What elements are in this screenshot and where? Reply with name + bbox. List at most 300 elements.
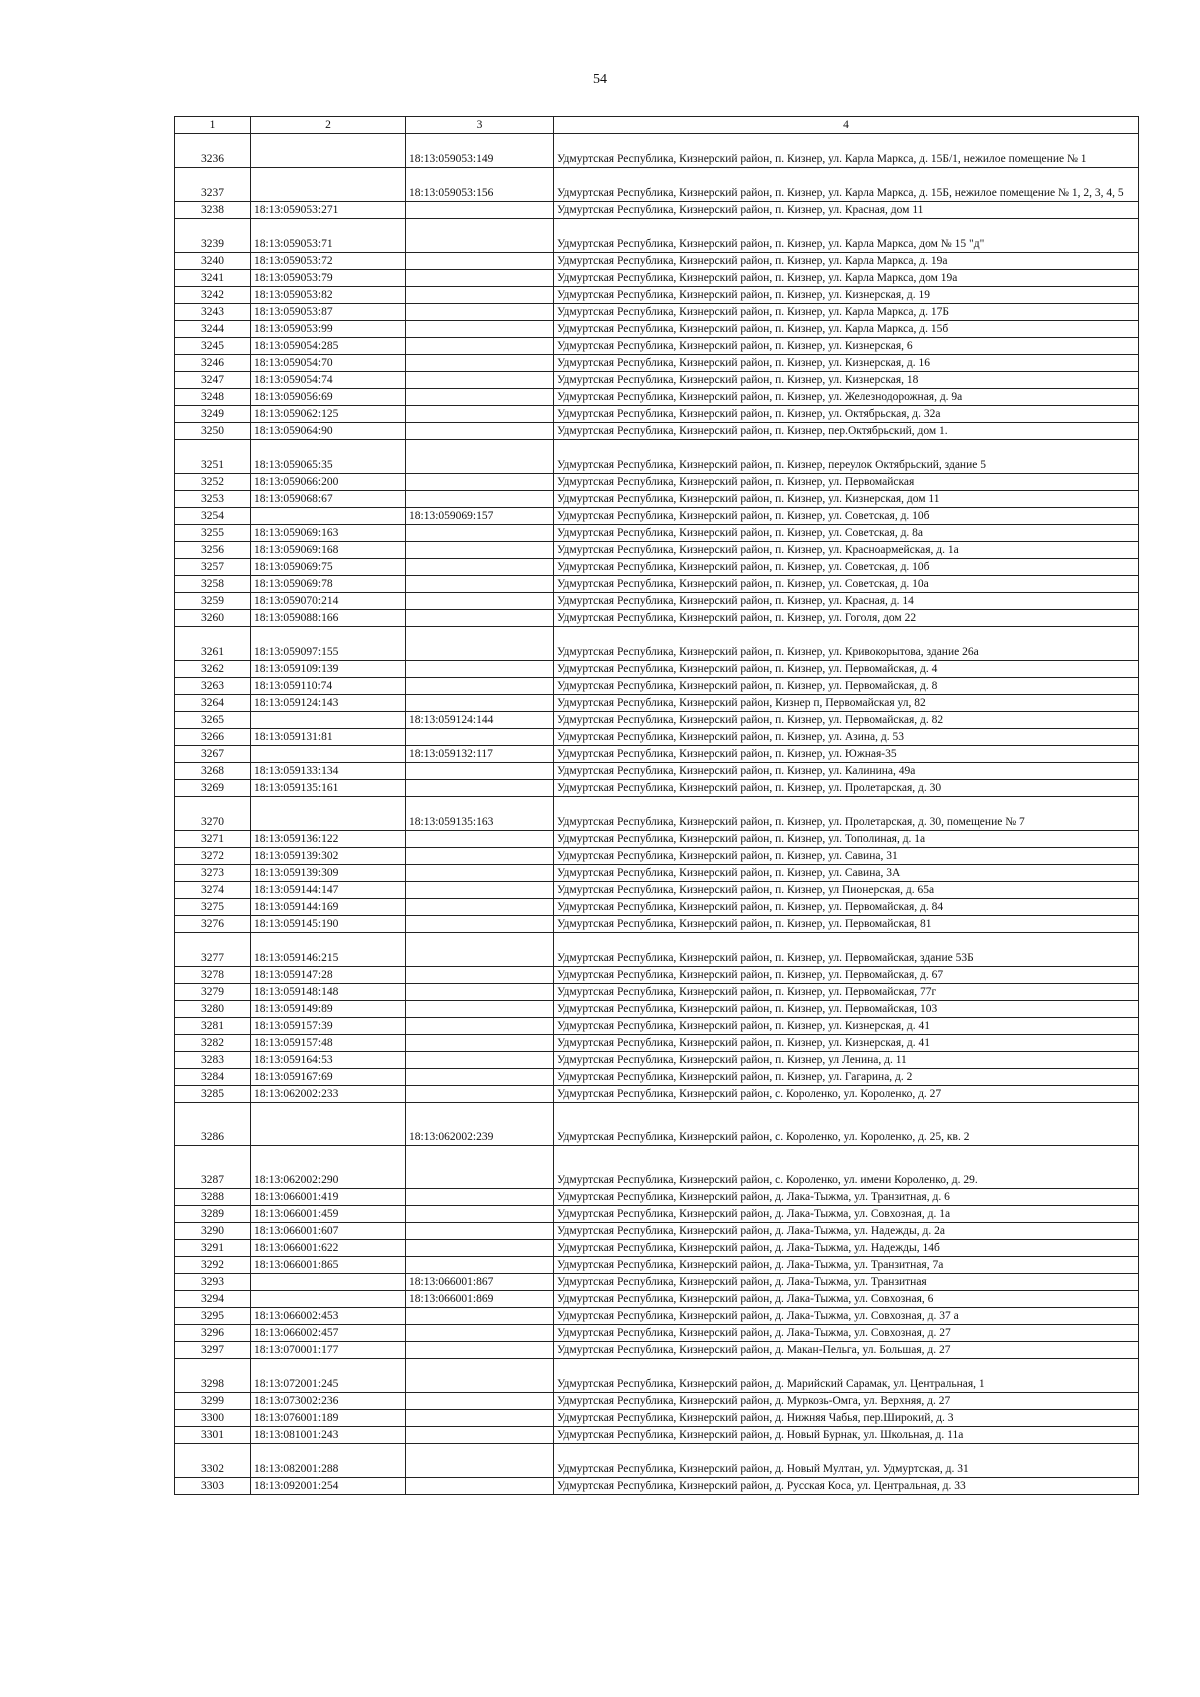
premises-cadastral-number-cell xyxy=(406,865,554,882)
table-row xyxy=(175,746,1139,763)
row-number-cell: 3275 xyxy=(175,899,251,916)
row-number-cell: 3284 xyxy=(175,1069,251,1086)
premises-cadastral-number-cell: 18:13:059135:163 xyxy=(406,797,554,831)
row-number-cell: 3241 xyxy=(175,270,251,287)
table-row xyxy=(175,1086,1139,1103)
row-number-cell: 3294 xyxy=(175,1291,251,1308)
registry-table xyxy=(174,116,1139,1495)
address-cell: Удмуртская Республика, Кизнерский район, п. Кизнер, ул. Кривокорытова, здание 26а xyxy=(554,627,1139,661)
premises-cadastral-number-cell xyxy=(406,984,554,1001)
table-row xyxy=(175,695,1139,712)
table-row xyxy=(175,1444,1139,1478)
table-row xyxy=(175,287,1139,304)
row-number-cell: 3263 xyxy=(175,678,251,695)
address-cell: Удмуртская Республика, Кизнерский район, п. Кизнер, ул. Первомайская, 81 xyxy=(554,916,1139,933)
premises-cadastral-number-cell xyxy=(406,831,554,848)
row-number-cell: 3271 xyxy=(175,831,251,848)
address-cell: Удмуртская Республика, Кизнерский район, д. Новый Бурнак, ул. Школьная, д. 11а xyxy=(554,1427,1139,1444)
cadastral-number-cell: 18:13:059131:81 xyxy=(251,729,406,746)
premises-cadastral-number-cell xyxy=(406,1069,554,1086)
row-number-cell: 3261 xyxy=(175,627,251,661)
column-header-4: 4 xyxy=(554,117,1139,134)
row-number-cell: 3295 xyxy=(175,1308,251,1325)
row-number-cell: 3236 xyxy=(175,134,251,168)
premises-cadastral-number-cell xyxy=(406,1035,554,1052)
row-number-cell: 3264 xyxy=(175,695,251,712)
address-cell: Удмуртская Республика, Кизнерский район, п. Кизнер, ул. Карла Маркса, д. 17Б xyxy=(554,304,1139,321)
premises-cadastral-number-cell xyxy=(406,933,554,967)
address-cell: Удмуртская Республика, Кизнерский район, п. Кизнер, ул. Красная, дом 11 xyxy=(554,202,1139,219)
premises-cadastral-number-cell xyxy=(406,355,554,372)
table-row xyxy=(175,270,1139,287)
cadastral-number-cell: 18:13:059066:200 xyxy=(251,474,406,491)
table-row xyxy=(175,202,1139,219)
premises-cadastral-number-cell xyxy=(406,406,554,423)
cadastral-number-cell: 18:13:059146:215 xyxy=(251,933,406,967)
premises-cadastral-number-cell xyxy=(406,882,554,899)
address-cell: Удмуртская Республика, Кизнерский район, п. Кизнер, ул. Карла Маркса, д. 15Б, нежилое помещение № 1, 2, 3, 4, 5 xyxy=(554,168,1139,202)
row-number-cell: 3280 xyxy=(175,1001,251,1018)
address-cell: Удмуртская Республика, Кизнерский район, д. Лака-Тыжма, ул. Транзитная xyxy=(554,1274,1139,1291)
row-number-cell: 3266 xyxy=(175,729,251,746)
address-cell: Удмуртская Республика, Кизнерский район, п. Кизнер, переулок Октябрьский, здание 5 xyxy=(554,440,1139,474)
table-row xyxy=(175,508,1139,525)
address-cell: Удмуртская Республика, Кизнерский район, д. Русская Коса, ул. Центральная, д. 33 xyxy=(554,1478,1139,1495)
address-cell: Удмуртская Республика, Кизнерский район, п. Кизнер, ул. Кизнерская, дом 11 xyxy=(554,491,1139,508)
table-row xyxy=(175,882,1139,899)
address-cell: Удмуртская Республика, Кизнерский район, д. Лака-Тыжма, ул. Транзитная, 7а xyxy=(554,1257,1139,1274)
cadastral-number-cell: 18:13:059064:90 xyxy=(251,423,406,440)
row-number-cell: 3278 xyxy=(175,967,251,984)
cadastral-number-cell: 18:13:073002:236 xyxy=(251,1393,406,1410)
column-header-2: 2 xyxy=(251,117,406,134)
premises-cadastral-number-cell xyxy=(406,1257,554,1274)
cadastral-number-cell: 18:13:059148:148 xyxy=(251,984,406,1001)
cadastral-number-cell: 18:13:059144:169 xyxy=(251,899,406,916)
premises-cadastral-number-cell xyxy=(406,1410,554,1427)
table-row xyxy=(175,1410,1139,1427)
cadastral-number-cell: 18:13:062002:290 xyxy=(251,1146,406,1189)
table-row xyxy=(175,780,1139,797)
address-cell: Удмуртская Республика, Кизнерский район, с. Короленко, ул. Короленко, д. 27 xyxy=(554,1086,1139,1103)
cadastral-number-cell: 18:13:059136:122 xyxy=(251,831,406,848)
row-number-cell: 3238 xyxy=(175,202,251,219)
premises-cadastral-number-cell xyxy=(406,1359,554,1393)
table-row xyxy=(175,219,1139,253)
table-row xyxy=(175,933,1139,967)
cadastral-number-cell: 18:13:059069:168 xyxy=(251,542,406,559)
table-row xyxy=(175,1478,1139,1495)
address-cell: Удмуртская Республика, Кизнерский район, п. Кизнер, ул. Первомайская, д. 67 xyxy=(554,967,1139,984)
premises-cadastral-number-cell xyxy=(406,1427,554,1444)
cadastral-number-cell: 18:13:059068:67 xyxy=(251,491,406,508)
premises-cadastral-number-cell xyxy=(406,1052,554,1069)
premises-cadastral-number-cell: 18:13:059124:144 xyxy=(406,712,554,729)
cadastral-number-cell: 18:13:066002:453 xyxy=(251,1308,406,1325)
address-cell: Удмуртская Республика, Кизнерский район, п. Кизнер, ул. Кизнерская, 6 xyxy=(554,338,1139,355)
row-number-cell: 3274 xyxy=(175,882,251,899)
table-row xyxy=(175,678,1139,695)
premises-cadastral-number-cell xyxy=(406,848,554,865)
premises-cadastral-number-cell xyxy=(406,423,554,440)
row-number-cell: 3255 xyxy=(175,525,251,542)
row-number-cell: 3276 xyxy=(175,916,251,933)
table-row xyxy=(175,848,1139,865)
cadastral-number-cell: 18:13:059054:70 xyxy=(251,355,406,372)
row-number-cell: 3262 xyxy=(175,661,251,678)
row-number-cell: 3290 xyxy=(175,1223,251,1240)
premises-cadastral-number-cell xyxy=(406,1001,554,1018)
premises-cadastral-number-cell xyxy=(406,678,554,695)
address-cell: Удмуртская Республика, Кизнерский район, д. Марийский Сарамак, ул. Центральная, 1 xyxy=(554,1359,1139,1393)
address-cell: Удмуртская Республика, Кизнерский район, п. Кизнер, ул. Кизнерская, д. 19 xyxy=(554,287,1139,304)
address-cell: Удмуртская Республика, Кизнерский район, п. Кизнер, ул. Южная-35 xyxy=(554,746,1139,763)
cadastral-number-cell xyxy=(251,1291,406,1308)
cadastral-number-cell: 18:13:059124:143 xyxy=(251,695,406,712)
premises-cadastral-number-cell xyxy=(406,491,554,508)
cadastral-number-cell: 18:13:066002:457 xyxy=(251,1325,406,1342)
premises-cadastral-number-cell xyxy=(406,576,554,593)
table-row xyxy=(175,661,1139,678)
cadastral-number-cell: 18:13:059054:74 xyxy=(251,372,406,389)
premises-cadastral-number-cell xyxy=(406,1393,554,1410)
table-row xyxy=(175,1240,1139,1257)
page-number: 54 xyxy=(593,72,607,87)
premises-cadastral-number-cell xyxy=(406,661,554,678)
table-row xyxy=(175,372,1139,389)
premises-cadastral-number-cell xyxy=(406,1206,554,1223)
address-cell: Удмуртская Республика, Кизнерский район, п. Кизнер, ул. Первомайская, д. 8 xyxy=(554,678,1139,695)
row-number-cell: 3288 xyxy=(175,1189,251,1206)
cadastral-number-cell: 18:13:059139:302 xyxy=(251,848,406,865)
address-cell: Удмуртская Республика, Кизнерский район, п. Кизнер, ул. Кизнерская, д. 41 xyxy=(554,1035,1139,1052)
cadastral-number-cell: 18:13:059053:79 xyxy=(251,270,406,287)
cadastral-number-cell: 18:13:059069:75 xyxy=(251,559,406,576)
premises-cadastral-number-cell xyxy=(406,389,554,406)
cadastral-number-cell: 18:13:066001:459 xyxy=(251,1206,406,1223)
table-row xyxy=(175,542,1139,559)
address-cell: Удмуртская Республика, Кизнерский район, п. Кизнер, ул. Карла Маркса, дом № 15 "д" xyxy=(554,219,1139,253)
premises-cadastral-number-cell xyxy=(406,1308,554,1325)
cadastral-number-cell: 18:13:059133:134 xyxy=(251,763,406,780)
table-row xyxy=(175,1103,1139,1146)
table-row xyxy=(175,525,1139,542)
address-cell: Удмуртская Республика, Кизнерский район, п. Кизнер, ул. Первомайская xyxy=(554,474,1139,491)
table-row xyxy=(175,1189,1139,1206)
address-cell: Удмуртская Республика, Кизнерский район, п. Кизнер, ул. Красная, д. 14 xyxy=(554,593,1139,610)
row-number-cell: 3300 xyxy=(175,1410,251,1427)
address-cell: Удмуртская Республика, Кизнерский район, п. Кизнер, ул. Советская, д. 10б xyxy=(554,559,1139,576)
column-header-1: 1 xyxy=(175,117,251,134)
cadastral-number-cell: 18:13:059053:71 xyxy=(251,219,406,253)
premises-cadastral-number-cell: 18:13:066001:869 xyxy=(406,1291,554,1308)
cadastral-number-cell xyxy=(251,1103,406,1146)
table-row xyxy=(175,797,1139,831)
table-row xyxy=(175,984,1139,1001)
table-row xyxy=(175,321,1139,338)
row-number-cell: 3245 xyxy=(175,338,251,355)
table-row xyxy=(175,1359,1139,1393)
row-number-cell: 3273 xyxy=(175,865,251,882)
address-cell: Удмуртская Республика, Кизнерский район, д. Лака-Тыжма, ул. Надежды, 14б xyxy=(554,1240,1139,1257)
address-cell: Удмуртская Республика, Кизнерский район, п. Кизнер, ул. Первомайская, д. 84 xyxy=(554,899,1139,916)
premises-cadastral-number-cell: 18:13:059053:156 xyxy=(406,168,554,202)
row-number-cell: 3277 xyxy=(175,933,251,967)
cadastral-number-cell: 18:13:059097:155 xyxy=(251,627,406,661)
row-number-cell: 3282 xyxy=(175,1035,251,1052)
table-row xyxy=(175,440,1139,474)
table-row xyxy=(175,1035,1139,1052)
address-cell: Удмуртская Республика, Кизнерский район, п. Кизнер, ул. Гоголя, дом 22 xyxy=(554,610,1139,627)
row-number-cell: 3269 xyxy=(175,780,251,797)
table-row xyxy=(175,1069,1139,1086)
table-row xyxy=(175,1308,1139,1325)
cadastral-number-cell: 18:13:066001:622 xyxy=(251,1240,406,1257)
address-cell: Удмуртская Республика, Кизнерский район, п. Кизнер, ул. Кизнерская, 18 xyxy=(554,372,1139,389)
cadastral-number-cell: 18:13:059157:48 xyxy=(251,1035,406,1052)
cadastral-number-cell: 18:13:082001:288 xyxy=(251,1444,406,1478)
premises-cadastral-number-cell xyxy=(406,780,554,797)
table-row xyxy=(175,304,1139,321)
row-number-cell: 3297 xyxy=(175,1342,251,1359)
cadastral-number-cell: 18:13:059069:78 xyxy=(251,576,406,593)
cadastral-number-cell: 18:13:059053:87 xyxy=(251,304,406,321)
row-number-cell: 3293 xyxy=(175,1274,251,1291)
table-row xyxy=(175,338,1139,355)
row-number-cell: 3257 xyxy=(175,559,251,576)
address-cell: Удмуртская Республика, Кизнерский район, д. Лака-Тыжма, ул. Транзитная, д. 6 xyxy=(554,1189,1139,1206)
premises-cadastral-number-cell: 18:13:066001:867 xyxy=(406,1274,554,1291)
address-cell: Удмуртская Республика, Кизнерский район, п. Кизнер, ул. Октябрьская, д. 32а xyxy=(554,406,1139,423)
cadastral-number-cell: 18:13:066001:607 xyxy=(251,1223,406,1240)
cadastral-number-cell xyxy=(251,712,406,729)
premises-cadastral-number-cell xyxy=(406,593,554,610)
cadastral-number-cell: 18:13:066001:419 xyxy=(251,1189,406,1206)
table-row xyxy=(175,1001,1139,1018)
premises-cadastral-number-cell xyxy=(406,1342,554,1359)
table-row xyxy=(175,1427,1139,1444)
table-row xyxy=(175,967,1139,984)
premises-cadastral-number-cell xyxy=(406,440,554,474)
row-number-cell: 3268 xyxy=(175,763,251,780)
row-number-cell: 3239 xyxy=(175,219,251,253)
cadastral-number-cell: 18:13:076001:189 xyxy=(251,1410,406,1427)
address-cell: Удмуртская Республика, Кизнерский район, с. Короленко, ул. имени Короленко, д. 29. xyxy=(554,1146,1139,1189)
premises-cadastral-number-cell xyxy=(406,542,554,559)
address-cell: Удмуртская Республика, Кизнерский район, д. Лака-Тыжма, ул. Совхозная, д. 37 а xyxy=(554,1308,1139,1325)
cadastral-number-cell: 18:13:059135:161 xyxy=(251,780,406,797)
premises-cadastral-number-cell xyxy=(406,1478,554,1495)
address-cell: Удмуртская Республика, Кизнерский район, п. Кизнер, ул. Советская, д. 10б xyxy=(554,508,1139,525)
address-cell: Удмуртская Республика, Кизнерский район, п. Кизнер, ул. Пролетарская, д. 30 xyxy=(554,780,1139,797)
address-cell: Удмуртская Республика, Кизнерский район, п. Кизнер, ул. Пролетарская, д. 30, помещение № 7 xyxy=(554,797,1139,831)
address-cell: Удмуртская Республика, Кизнерский район, п. Кизнер, ул. Первомайская, д. 82 xyxy=(554,712,1139,729)
row-number-cell: 3248 xyxy=(175,389,251,406)
cadastral-number-cell: 18:13:059144:147 xyxy=(251,882,406,899)
premises-cadastral-number-cell xyxy=(406,1189,554,1206)
address-cell: Удмуртская Республика, Кизнерский район, п. Кизнер, ул. Кизнерская, д. 41 xyxy=(554,1018,1139,1035)
address-cell: Удмуртская Республика, Кизнерский район, п. Кизнер, ул. Савина, 3А xyxy=(554,865,1139,882)
cadastral-number-cell: 18:13:059054:285 xyxy=(251,338,406,355)
table-row xyxy=(175,576,1139,593)
row-number-cell: 3250 xyxy=(175,423,251,440)
address-cell: Удмуртская Республика, Кизнерский район, п. Кизнер, ул. Советская, д. 10а xyxy=(554,576,1139,593)
cadastral-number-cell: 18:13:059157:39 xyxy=(251,1018,406,1035)
premises-cadastral-number-cell xyxy=(406,304,554,321)
address-cell: Удмуртская Республика, Кизнерский район, п. Кизнер, ул. Карла Маркса, д. 19а xyxy=(554,253,1139,270)
address-cell: Удмуртская Республика, Кизнерский район, п. Кизнер, пер.Октябрьский, дом 1. xyxy=(554,423,1139,440)
table-body xyxy=(175,134,1139,1495)
address-cell: Удмуртская Республика, Кизнерский район, п. Кизнер, ул. Первомайская, 103 xyxy=(554,1001,1139,1018)
cadastral-number-cell: 18:13:070001:177 xyxy=(251,1342,406,1359)
table-row xyxy=(175,610,1139,627)
premises-cadastral-number-cell xyxy=(406,474,554,491)
cadastral-number-cell: 18:13:059139:309 xyxy=(251,865,406,882)
table-row xyxy=(175,1206,1139,1223)
address-cell: Удмуртская Республика, Кизнерский район, п. Кизнер, ул Ленина, д. 11 xyxy=(554,1052,1139,1069)
address-cell: Удмуртская Республика, Кизнерский район, п. Кизнер, ул. Первомайская, 77г xyxy=(554,984,1139,1001)
address-cell: Удмуртская Республика, Кизнерский район, п. Кизнер, ул. Савина, 31 xyxy=(554,848,1139,865)
premises-cadastral-number-cell xyxy=(406,202,554,219)
cadastral-number-cell xyxy=(251,508,406,525)
table-row xyxy=(175,1342,1139,1359)
row-number-cell: 3258 xyxy=(175,576,251,593)
row-number-cell: 3259 xyxy=(175,593,251,610)
table-row xyxy=(175,593,1139,610)
table-row xyxy=(175,1018,1139,1035)
table-row xyxy=(175,1393,1139,1410)
cadastral-number-cell: 18:13:059070:214 xyxy=(251,593,406,610)
cadastral-number-cell: 18:13:059053:72 xyxy=(251,253,406,270)
row-number-cell: 3292 xyxy=(175,1257,251,1274)
cadastral-number-cell: 18:13:059110:74 xyxy=(251,678,406,695)
premises-cadastral-number-cell xyxy=(406,1146,554,1189)
cadastral-number-cell: 18:13:062002:233 xyxy=(251,1086,406,1103)
row-number-cell: 3286 xyxy=(175,1103,251,1146)
cadastral-number-cell: 18:13:059065:35 xyxy=(251,440,406,474)
table-row xyxy=(175,1223,1139,1240)
cadastral-number-cell xyxy=(251,1274,406,1291)
row-number-cell: 3254 xyxy=(175,508,251,525)
premises-cadastral-number-cell: 18:13:059053:149 xyxy=(406,134,554,168)
row-number-cell: 3251 xyxy=(175,440,251,474)
table-row xyxy=(175,712,1139,729)
address-cell: Удмуртская Республика, Кизнерский район, п. Кизнер, ул. Гагарина, д. 2 xyxy=(554,1069,1139,1086)
table-row xyxy=(175,253,1139,270)
cadastral-number-cell: 18:13:066001:865 xyxy=(251,1257,406,1274)
table-row xyxy=(175,1325,1139,1342)
row-number-cell: 3267 xyxy=(175,746,251,763)
premises-cadastral-number-cell xyxy=(406,321,554,338)
table-row xyxy=(175,831,1139,848)
row-number-cell: 3270 xyxy=(175,797,251,831)
premises-cadastral-number-cell xyxy=(406,372,554,389)
premises-cadastral-number-cell xyxy=(406,338,554,355)
table-row xyxy=(175,406,1139,423)
address-cell: Удмуртская Республика, Кизнерский район, п. Кизнер, ул. Азина, д. 53 xyxy=(554,729,1139,746)
address-cell: Удмуртская Республика, Кизнерский район, п. Кизнер, ул. Первомайская, здание 53Б xyxy=(554,933,1139,967)
address-cell: Удмуртская Республика, Кизнерский район, п. Кизнер, ул. Кизнерская, д. 16 xyxy=(554,355,1139,372)
premises-cadastral-number-cell xyxy=(406,916,554,933)
row-number-cell: 3240 xyxy=(175,253,251,270)
table-row xyxy=(175,865,1139,882)
table-row xyxy=(175,134,1139,168)
table-row xyxy=(175,627,1139,661)
premises-cadastral-number-cell xyxy=(406,1325,554,1342)
table-row xyxy=(175,1291,1139,1308)
cadastral-number-cell xyxy=(251,168,406,202)
address-cell: Удмуртская Республика, Кизнерский район, п. Кизнер, ул. Карла Маркса, д. 15Б/1, нежилое помещение № 1 xyxy=(554,134,1139,168)
table-header xyxy=(175,117,1139,134)
premises-cadastral-number-cell xyxy=(406,1240,554,1257)
address-cell: Удмуртская Республика, Кизнерский район, п. Кизнер, ул. Первомайская, д. 4 xyxy=(554,661,1139,678)
cadastral-number-cell: 18:13:059053:99 xyxy=(251,321,406,338)
address-cell: Удмуртская Республика, Кизнерский район, д. Новый Мултан, ул. Удмуртская, д. 31 xyxy=(554,1444,1139,1478)
cadastral-number-cell: 18:13:059164:53 xyxy=(251,1052,406,1069)
premises-cadastral-number-cell xyxy=(406,967,554,984)
table-row xyxy=(175,559,1139,576)
cadastral-number-cell: 18:13:059147:28 xyxy=(251,967,406,984)
address-cell: Удмуртская Республика, Кизнерский район, Кизнер п, Первомайская ул, 82 xyxy=(554,695,1139,712)
row-number-cell: 3247 xyxy=(175,372,251,389)
table-row xyxy=(175,1052,1139,1069)
table-row xyxy=(175,729,1139,746)
address-cell: Удмуртская Республика, Кизнерский район, п. Кизнер, ул. Карла Маркса, дом 19а xyxy=(554,270,1139,287)
premises-cadastral-number-cell xyxy=(406,219,554,253)
premises-cadastral-number-cell xyxy=(406,1444,554,1478)
cadastral-number-cell: 18:13:059088:166 xyxy=(251,610,406,627)
row-number-cell: 3237 xyxy=(175,168,251,202)
address-cell: Удмуртская Республика, Кизнерский район, д. Муркозь-Омга, ул. Верхняя, д. 27 xyxy=(554,1393,1139,1410)
cadastral-number-cell: 18:13:059149:89 xyxy=(251,1001,406,1018)
row-number-cell: 3242 xyxy=(175,287,251,304)
cadastral-number-cell: 18:13:059056:69 xyxy=(251,389,406,406)
premises-cadastral-number-cell xyxy=(406,253,554,270)
address-cell: Удмуртская Республика, Кизнерский район, д. Нижняя Чабья, пер.Широкий, д. 3 xyxy=(554,1410,1139,1427)
row-number-cell: 3299 xyxy=(175,1393,251,1410)
row-number-cell: 3289 xyxy=(175,1206,251,1223)
cadastral-number-cell xyxy=(251,746,406,763)
table-row xyxy=(175,491,1139,508)
row-number-cell: 3303 xyxy=(175,1478,251,1495)
row-number-cell: 3291 xyxy=(175,1240,251,1257)
row-number-cell: 3287 xyxy=(175,1146,251,1189)
address-cell: Удмуртская Республика, Кизнерский район, д. Лака-Тыжма, ул. Совхозная, 6 xyxy=(554,1291,1139,1308)
row-number-cell: 3272 xyxy=(175,848,251,865)
address-cell: Удмуртская Республика, Кизнерский район, д. Лака-Тыжма, ул. Надежды, д. 2а xyxy=(554,1223,1139,1240)
cadastral-number-cell xyxy=(251,134,406,168)
table-row xyxy=(175,1274,1139,1291)
row-number-cell: 3283 xyxy=(175,1052,251,1069)
row-number-cell: 3253 xyxy=(175,491,251,508)
address-cell: Удмуртская Республика, Кизнерский район, п. Кизнер, ул. Карла Маркса, д. 15б xyxy=(554,321,1139,338)
cadastral-number-cell: 18:13:059167:69 xyxy=(251,1069,406,1086)
premises-cadastral-number-cell xyxy=(406,270,554,287)
row-number-cell: 3246 xyxy=(175,355,251,372)
premises-cadastral-number-cell: 18:13:059069:157 xyxy=(406,508,554,525)
cadastral-number-cell: 18:13:072001:245 xyxy=(251,1359,406,1393)
premises-cadastral-number-cell xyxy=(406,695,554,712)
row-number-cell: 3279 xyxy=(175,984,251,1001)
table-row xyxy=(175,1146,1139,1189)
row-number-cell: 3256 xyxy=(175,542,251,559)
cadastral-number-cell: 18:13:059053:82 xyxy=(251,287,406,304)
address-cell: Удмуртская Республика, Кизнерский район, д. Макан-Пельга, ул. Большая, д. 27 xyxy=(554,1342,1139,1359)
premises-cadastral-number-cell xyxy=(406,559,554,576)
cadastral-number-cell xyxy=(251,797,406,831)
premises-cadastral-number-cell: 18:13:059132:117 xyxy=(406,746,554,763)
table-row xyxy=(175,899,1139,916)
